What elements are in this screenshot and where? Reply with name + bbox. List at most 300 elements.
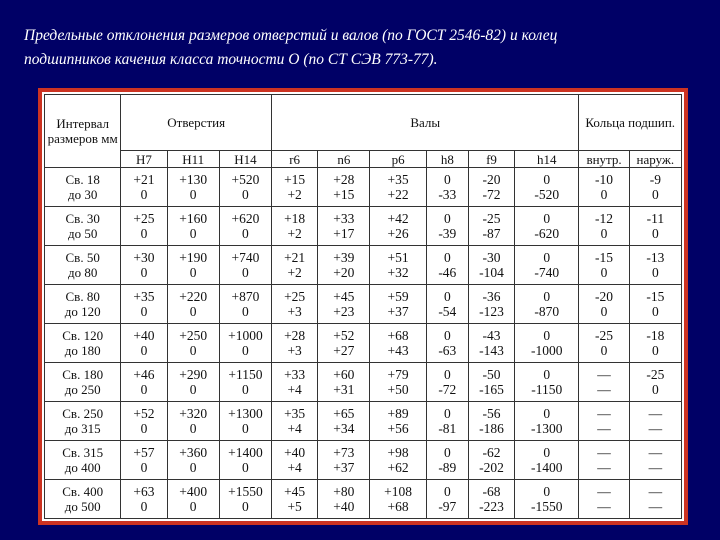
size-interval-cell — [45, 363, 121, 402]
upper-deviation: +63 — [133, 484, 155, 499]
lower-deviation: 0 — [189, 382, 197, 397]
lower-deviation: -1550 — [531, 499, 563, 514]
header-interval: Интервал размеров мм — [45, 95, 121, 168]
deviation-cell — [579, 441, 629, 480]
table-row — [45, 168, 682, 207]
deviation-cell — [167, 402, 219, 441]
upper-deviation: +620 — [231, 211, 260, 226]
lower-deviation: -63 — [438, 343, 457, 358]
upper-deviation: +33 — [333, 211, 355, 226]
size-interval-cell — [45, 324, 121, 363]
lower-deviation: 0 — [140, 187, 148, 202]
upper-deviation: +60 — [333, 367, 355, 382]
deviation-cell — [272, 207, 318, 246]
lower-deviation: -72 — [438, 382, 457, 397]
deviation-cell — [468, 480, 514, 519]
upper-deviation: +73 — [333, 445, 355, 460]
lower-deviation: — — [597, 499, 611, 514]
upper-deviation: — — [648, 445, 663, 460]
deviation-cell — [167, 363, 219, 402]
lower-deviation: -39 — [438, 226, 457, 241]
lower-deviation: +68 — [387, 499, 409, 514]
upper-deviation: 0 — [443, 250, 451, 265]
lower-deviation: 0 — [189, 421, 197, 436]
upper-deviation: -11 — [646, 211, 665, 226]
deviation-cell — [579, 285, 629, 324]
deviation-cell — [579, 363, 629, 402]
lower-deviation: +43 — [387, 343, 409, 358]
subheader-cell: h14 — [515, 151, 579, 168]
lower-deviation: — — [597, 382, 611, 397]
lower-deviation: +4 — [287, 421, 302, 436]
upper-deviation: — — [648, 406, 663, 421]
upper-deviation: +57 — [133, 445, 155, 460]
subheader-cell: r6 — [272, 151, 318, 168]
deviation-cell — [318, 168, 370, 207]
upper-deviation: +35 — [387, 172, 409, 187]
upper-deviation: 0 — [443, 172, 451, 187]
deviation-cell — [579, 480, 629, 519]
deviation-cell — [318, 246, 370, 285]
upper-deviation: +400 — [179, 484, 208, 499]
upper-deviation: 0 — [443, 367, 451, 382]
title-line-2: подшипников качения класса точности О (по СТ СЭВ 773-77). — [24, 51, 438, 68]
upper-deviation: -25 — [482, 211, 501, 226]
subheader-cell: f9 — [468, 151, 514, 168]
deviation-cell — [515, 285, 579, 324]
deviation-cell — [167, 324, 219, 363]
deviation-cell — [426, 324, 468, 363]
deviation-cell — [468, 363, 514, 402]
deviation-cell — [629, 480, 681, 519]
lower-deviation: 0 — [140, 421, 148, 436]
subheader-cell: h8 — [426, 151, 468, 168]
lower-deviation: — — [597, 460, 611, 475]
lower-deviation: +26 — [387, 226, 409, 241]
table-row — [45, 324, 682, 363]
deviation-cell — [468, 168, 514, 207]
upper-deviation: +870 — [231, 289, 260, 304]
deviation-cell — [167, 441, 219, 480]
deviation-cell — [219, 480, 271, 519]
deviation-cell — [579, 207, 629, 246]
deviation-cell — [370, 480, 426, 519]
table-row — [45, 246, 682, 285]
lower-deviation: 0 — [651, 343, 659, 358]
size-interval-line: Св. 315 — [62, 445, 104, 460]
deviation-cell — [515, 480, 579, 519]
size-interval-line: Св. 30 — [65, 211, 100, 226]
deviation-cell — [167, 285, 219, 324]
lower-deviation: 0 — [651, 187, 659, 202]
table-body — [45, 168, 682, 519]
upper-deviation: +46 — [133, 367, 155, 382]
upper-deviation: +320 — [179, 406, 208, 421]
deviation-cell — [468, 324, 514, 363]
lower-deviation: 0 — [600, 265, 608, 280]
upper-deviation: +42 — [387, 211, 409, 226]
table-frame — [38, 88, 688, 525]
upper-deviation: +59 — [387, 289, 409, 304]
upper-deviation: +220 — [179, 289, 208, 304]
lower-deviation: 0 — [651, 304, 659, 319]
upper-deviation: -15 — [646, 289, 665, 304]
deviation-cell — [426, 441, 468, 480]
lower-deviation: 0 — [140, 382, 148, 397]
upper-deviation: -12 — [595, 211, 614, 226]
size-interval-line: Св. 180 — [62, 367, 104, 382]
lower-deviation: -870 — [534, 304, 560, 319]
lower-deviation: -165 — [479, 382, 504, 397]
upper-deviation: +68 — [387, 328, 409, 343]
upper-deviation: 0 — [443, 445, 451, 460]
lower-deviation: 0 — [189, 343, 197, 358]
lower-deviation: +62 — [387, 460, 409, 475]
deviation-cell — [515, 168, 579, 207]
table-row — [45, 402, 682, 441]
upper-deviation: +45 — [284, 484, 306, 499]
lower-deviation: 0 — [189, 304, 197, 319]
lower-deviation: 0 — [600, 226, 608, 241]
lower-deviation: — — [648, 460, 663, 475]
deviation-cell — [579, 324, 629, 363]
lower-deviation: -143 — [479, 343, 504, 358]
lower-deviation: 0 — [140, 460, 148, 475]
deviation-cell — [318, 402, 370, 441]
deviation-cell — [468, 402, 514, 441]
upper-deviation: +190 — [179, 250, 208, 265]
lower-deviation: 0 — [600, 343, 608, 358]
deviation-cell — [318, 324, 370, 363]
size-interval-line: до 80 — [67, 265, 98, 280]
upper-deviation: +35 — [133, 289, 155, 304]
lower-deviation: 0 — [189, 460, 197, 475]
deviation-cell — [318, 285, 370, 324]
lower-deviation: 0 — [189, 499, 197, 514]
upper-deviation: +80 — [333, 484, 355, 499]
upper-deviation: +740 — [231, 250, 260, 265]
upper-deviation: -9 — [649, 172, 661, 187]
lower-deviation: +5 — [287, 499, 302, 514]
lower-deviation: +34 — [333, 421, 355, 436]
lower-deviation: 0 — [189, 226, 197, 241]
upper-deviation: +35 — [284, 406, 306, 421]
lower-deviation: 0 — [242, 382, 249, 397]
upper-deviation: -18 — [646, 328, 665, 343]
lower-deviation: +2 — [287, 265, 302, 280]
lower-deviation: +40 — [333, 499, 355, 514]
size-interval-line: до 50 — [67, 226, 98, 241]
lower-deviation: +4 — [287, 382, 302, 397]
lower-deviation: +31 — [333, 382, 355, 397]
upper-deviation: 0 — [543, 406, 551, 421]
deviation-cell — [318, 480, 370, 519]
lower-deviation: +20 — [333, 265, 355, 280]
upper-deviation: 0 — [443, 289, 451, 304]
size-interval-cell — [45, 441, 121, 480]
deviation-cell — [468, 207, 514, 246]
upper-deviation: +1150 — [228, 367, 263, 382]
subheader-cell: n6 — [318, 151, 370, 168]
lower-deviation: +15 — [333, 187, 355, 202]
upper-deviation: +21 — [133, 172, 155, 187]
table-row — [45, 285, 682, 324]
deviation-cell — [272, 441, 318, 480]
lower-deviation: -1150 — [531, 382, 563, 397]
slide-title — [24, 24, 704, 72]
lower-deviation: 0 — [651, 226, 659, 241]
header-rings: Кольца подшип. — [579, 95, 682, 151]
subheader-cell: H7 — [121, 151, 167, 168]
size-interval-cell — [45, 207, 121, 246]
lower-deviation: +17 — [333, 226, 355, 241]
title-line-1: Предельные отклонения размеров отверстий и валов (по ГОСТ 2546-82) и колец — [24, 27, 558, 44]
deviation-cell — [515, 324, 579, 363]
size-interval-line: до 400 — [64, 460, 101, 475]
lower-deviation: 0 — [600, 304, 608, 319]
upper-deviation: -20 — [595, 289, 614, 304]
lower-deviation: 0 — [242, 499, 249, 514]
upper-deviation: 0 — [443, 211, 451, 226]
subheader-cell: внутр. — [579, 151, 629, 168]
lower-deviation: -620 — [534, 226, 560, 241]
lower-deviation: -97 — [438, 499, 457, 514]
upper-deviation: +30 — [133, 250, 155, 265]
lower-deviation: 0 — [242, 304, 249, 319]
deviation-cell — [515, 402, 579, 441]
lower-deviation: +3 — [287, 343, 302, 358]
lower-deviation: 0 — [242, 421, 249, 436]
lower-deviation: -123 — [479, 304, 504, 319]
upper-deviation: +1550 — [228, 484, 263, 499]
deviation-cell — [219, 402, 271, 441]
upper-deviation: +45 — [333, 289, 355, 304]
lower-deviation: +37 — [387, 304, 409, 319]
deviation-cell — [272, 480, 318, 519]
upper-deviation: 0 — [543, 250, 551, 265]
lower-deviation: 0 — [140, 304, 148, 319]
upper-deviation: +51 — [387, 250, 409, 265]
upper-deviation: +52 — [133, 406, 155, 421]
upper-deviation: 0 — [443, 328, 451, 343]
upper-deviation: +52 — [333, 328, 355, 343]
upper-deviation: +40 — [133, 328, 155, 343]
table-row — [45, 207, 682, 246]
deviation-cell — [370, 285, 426, 324]
deviation-cell — [219, 207, 271, 246]
size-interval-line: до 180 — [64, 343, 101, 358]
upper-deviation: -50 — [482, 367, 501, 382]
size-interval-line: до 500 — [64, 499, 101, 514]
upper-deviation: +65 — [333, 406, 355, 421]
deviation-cell — [579, 402, 629, 441]
deviation-cell — [629, 246, 681, 285]
deviation-cell — [629, 363, 681, 402]
lower-deviation: 0 — [140, 499, 148, 514]
lower-deviation: +27 — [333, 343, 355, 358]
upper-deviation: +520 — [231, 172, 260, 187]
upper-deviation: +18 — [284, 211, 306, 226]
deviation-cell — [219, 246, 271, 285]
deviation-cell — [426, 207, 468, 246]
size-interval-line: до 120 — [64, 304, 101, 319]
lower-deviation: 0 — [600, 187, 608, 202]
deviation-cell — [515, 246, 579, 285]
upper-deviation: -68 — [482, 484, 501, 499]
deviation-cell — [121, 246, 167, 285]
deviation-cell — [370, 363, 426, 402]
deviation-cell — [370, 441, 426, 480]
lower-deviation: -54 — [438, 304, 457, 319]
lower-deviation: +3 — [287, 304, 302, 319]
upper-deviation: +130 — [179, 172, 208, 187]
upper-deviation: -10 — [595, 172, 614, 187]
deviation-cell — [272, 168, 318, 207]
upper-deviation: -56 — [482, 406, 501, 421]
upper-deviation: -15 — [595, 250, 614, 265]
deviation-cell — [167, 480, 219, 519]
deviation-cell — [272, 246, 318, 285]
lower-deviation: +2 — [287, 226, 302, 241]
deviation-cell — [426, 168, 468, 207]
size-interval-cell — [45, 285, 121, 324]
table-row — [45, 363, 682, 402]
deviation-cell — [370, 324, 426, 363]
deviation-cell — [318, 441, 370, 480]
lower-deviation: 0 — [242, 265, 249, 280]
upper-deviation: 0 — [543, 328, 551, 343]
lower-deviation: +23 — [333, 304, 355, 319]
lower-deviation: -33 — [438, 187, 457, 202]
deviation-cell — [219, 363, 271, 402]
lower-deviation: +22 — [387, 187, 409, 202]
deviation-cell — [167, 246, 219, 285]
deviation-cell — [515, 441, 579, 480]
deviation-cell — [121, 480, 167, 519]
upper-deviation: -20 — [482, 172, 501, 187]
size-interval-line: Св. 250 — [62, 406, 104, 421]
deviation-cell — [272, 324, 318, 363]
size-interval-cell — [45, 246, 121, 285]
upper-deviation: 0 — [543, 289, 551, 304]
size-interval-cell — [45, 402, 121, 441]
upper-deviation: 0 — [543, 484, 551, 499]
upper-deviation: +1300 — [228, 406, 263, 421]
deviation-cell — [468, 285, 514, 324]
lower-deviation: -202 — [479, 460, 504, 475]
lower-deviation: — — [648, 421, 663, 436]
lower-deviation: -186 — [479, 421, 504, 436]
upper-deviation: +79 — [387, 367, 409, 382]
upper-deviation: +89 — [387, 406, 409, 421]
upper-deviation: -13 — [646, 250, 665, 265]
upper-deviation: -25 — [646, 367, 665, 382]
lower-deviation: 0 — [242, 187, 249, 202]
header-holes: Отверстия — [121, 95, 272, 151]
deviation-cell — [272, 285, 318, 324]
lower-deviation: -46 — [438, 265, 457, 280]
deviation-cell — [468, 441, 514, 480]
lower-deviation: +37 — [333, 460, 355, 475]
deviation-cell — [426, 285, 468, 324]
lower-deviation: +50 — [387, 382, 409, 397]
deviation-cell — [468, 246, 514, 285]
deviation-cell — [579, 246, 629, 285]
deviation-cell — [121, 441, 167, 480]
upper-deviation: +160 — [179, 211, 208, 226]
deviation-cell — [167, 168, 219, 207]
upper-deviation: -43 — [482, 328, 501, 343]
size-interval-line: до 30 — [67, 187, 98, 202]
deviation-cell — [370, 168, 426, 207]
upper-deviation: 0 — [543, 211, 551, 226]
lower-deviation: -72 — [482, 187, 501, 202]
upper-deviation: -25 — [595, 328, 614, 343]
lower-deviation: -89 — [438, 460, 457, 475]
deviation-cell — [426, 402, 468, 441]
deviation-cell — [167, 207, 219, 246]
deviation-cell — [370, 402, 426, 441]
size-interval-line: до 315 — [64, 421, 101, 436]
deviation-cell — [426, 363, 468, 402]
deviation-cell — [426, 480, 468, 519]
deviation-cell — [121, 402, 167, 441]
lower-deviation: -81 — [438, 421, 457, 436]
deviation-cell — [219, 285, 271, 324]
lower-deviation: -1300 — [531, 421, 563, 436]
lower-deviation: -1000 — [531, 343, 563, 358]
table-row — [45, 480, 682, 519]
upper-deviation: +360 — [179, 445, 208, 460]
deviation-cell — [272, 363, 318, 402]
deviation-cell — [515, 363, 579, 402]
deviation-cell — [272, 402, 318, 441]
upper-deviation: +1400 — [228, 445, 263, 460]
deviation-cell — [629, 168, 681, 207]
size-interval-cell — [45, 480, 121, 519]
size-interval-cell — [45, 168, 121, 207]
deviation-cell — [121, 168, 167, 207]
upper-deviation: +28 — [284, 328, 306, 343]
upper-deviation: 0 — [443, 484, 451, 499]
upper-deviation: +15 — [284, 172, 306, 187]
upper-deviation: +33 — [284, 367, 306, 382]
upper-deviation: +250 — [179, 328, 208, 343]
upper-deviation: +1000 — [228, 328, 263, 343]
lower-deviation: -104 — [479, 265, 504, 280]
upper-deviation: — — [597, 484, 611, 499]
size-interval-line: Св. 80 — [65, 289, 100, 304]
upper-deviation: -36 — [482, 289, 501, 304]
size-interval-line: Св. 50 — [65, 250, 100, 265]
upper-deviation: +108 — [384, 484, 413, 499]
upper-deviation: +21 — [284, 250, 306, 265]
upper-deviation: -62 — [482, 445, 501, 460]
deviation-cell — [629, 402, 681, 441]
lower-deviation: 0 — [189, 187, 197, 202]
upper-deviation: 0 — [543, 367, 551, 382]
subheader-cell: H14 — [219, 151, 271, 168]
deviation-cell — [121, 324, 167, 363]
deviation-cell — [121, 207, 167, 246]
lower-deviation: — — [597, 421, 611, 436]
lower-deviation: 0 — [140, 343, 148, 358]
lower-deviation: 0 — [140, 265, 148, 280]
upper-deviation: +39 — [333, 250, 355, 265]
subheader-cell: H11 — [167, 151, 219, 168]
upper-deviation: +40 — [284, 445, 306, 460]
upper-deviation: — — [597, 406, 611, 421]
